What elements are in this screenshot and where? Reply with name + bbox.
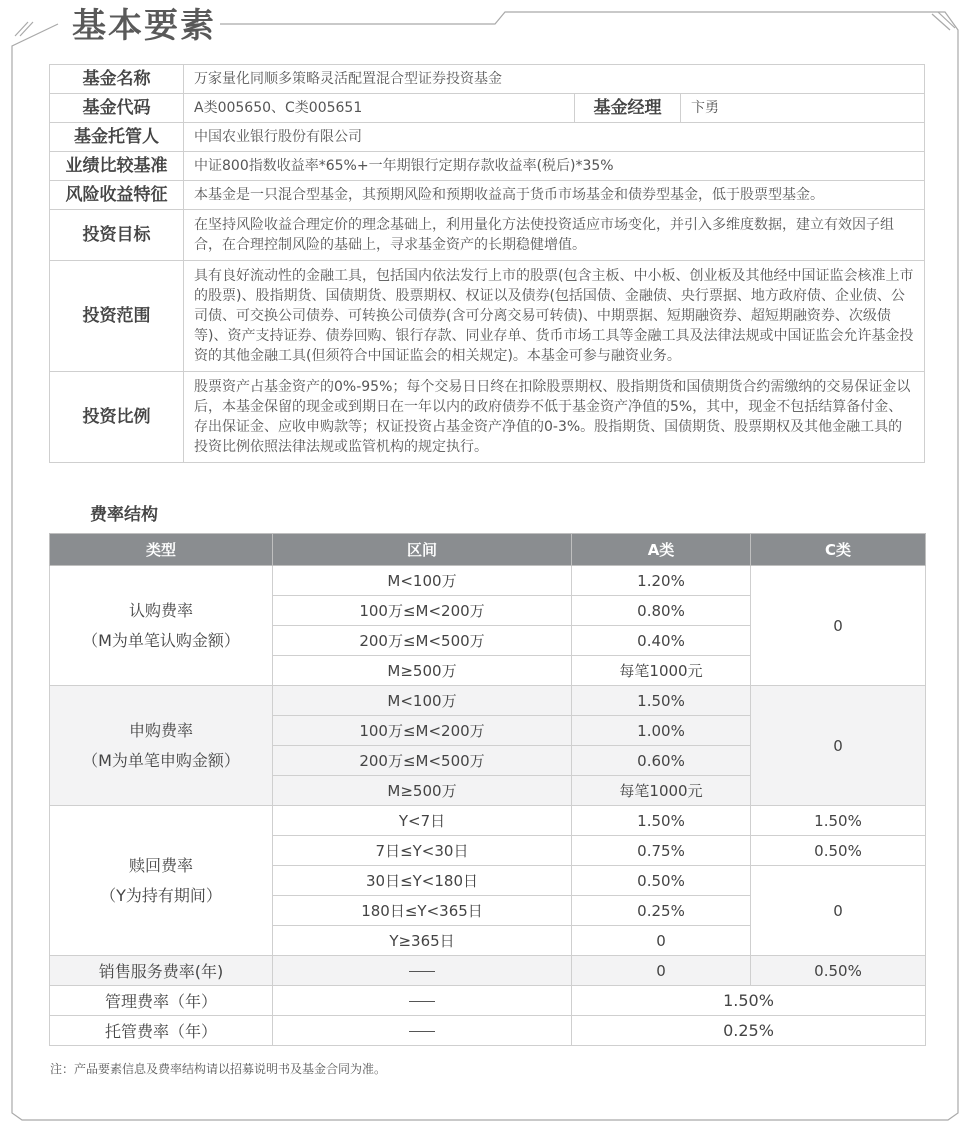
table-row bbox=[50, 566, 926, 596]
a-fee-cell: 0.60% bbox=[572, 746, 751, 776]
management-range bbox=[273, 986, 572, 1016]
custody-type: 托管费率（年） bbox=[50, 1016, 273, 1046]
sales-service-a: 0 bbox=[572, 956, 751, 986]
custody-value: 0.25% bbox=[572, 1016, 926, 1046]
value-risk: 本基金是一只混合型基金，其预期风险和预期收益高于货币市场基金和债券型基金，低于股票型基金。 bbox=[184, 181, 925, 210]
range-cell: M<100万 bbox=[273, 566, 572, 596]
table-row bbox=[50, 686, 926, 716]
range-cell: M≥500万 bbox=[273, 656, 572, 686]
a-fee-cell: 1.50% bbox=[572, 686, 751, 716]
range-cell: Y≥365日 bbox=[273, 926, 572, 956]
header-class-c: C类 bbox=[751, 534, 926, 566]
management-value: 1.50% bbox=[572, 986, 926, 1016]
custody-range bbox=[273, 1016, 572, 1046]
c-fee-cell: 0.50% bbox=[751, 836, 926, 866]
fee-table bbox=[49, 533, 926, 1046]
value-objective: 在坚持风险收益合理定价的理念基础上，利用量化方法使投资适应市场变化，并引入多维度数据，建立有效因子组合，在合理控制风险的基础上，寻求基金资产的长期稳健增值。 bbox=[184, 210, 925, 261]
row-scope bbox=[50, 261, 925, 372]
a-fee-cell: 0.40% bbox=[572, 626, 751, 656]
header-range: 区间 bbox=[273, 534, 572, 566]
label-ratio: 投资比例 bbox=[50, 372, 184, 463]
fee-header-row bbox=[50, 534, 926, 566]
row-ratio bbox=[50, 372, 925, 463]
range-cell: M≥500万 bbox=[273, 776, 572, 806]
dash-icon bbox=[409, 1001, 435, 1002]
label-objective: 投资目标 bbox=[50, 210, 184, 261]
label-manager: 基金经理 bbox=[575, 94, 681, 123]
page-title: 基本要素 bbox=[68, 2, 220, 50]
sales-service-c: 0.50% bbox=[751, 956, 926, 986]
range-cell: 100万≤M<200万 bbox=[273, 596, 572, 626]
range-cell: Y<7日 bbox=[273, 806, 572, 836]
label-benchmark: 业绩比较基准 bbox=[50, 152, 184, 181]
range-cell: 100万≤M<200万 bbox=[273, 716, 572, 746]
a-fee-cell: 1.50% bbox=[572, 806, 751, 836]
sales-service-range bbox=[273, 956, 572, 986]
a-fee-cell: 0.80% bbox=[572, 596, 751, 626]
row-benchmark bbox=[50, 152, 925, 181]
row-objective bbox=[50, 210, 925, 261]
range-cell: 30日≤Y<180日 bbox=[273, 866, 572, 896]
redemption-type-note: （Y为持有期间） bbox=[100, 885, 222, 905]
value-manager: 卞勇 bbox=[681, 94, 925, 123]
redemption-type-label: 赎回费率 bbox=[128, 855, 193, 875]
c-fee-cell: 1.50% bbox=[751, 806, 926, 836]
table-row bbox=[50, 806, 926, 836]
range-cell: 200万≤M<500万 bbox=[273, 626, 572, 656]
basic-info-table bbox=[49, 64, 925, 463]
header-type: 类型 bbox=[50, 534, 273, 566]
row-fund-code bbox=[50, 94, 925, 123]
value-fund-code: A类005650、C类005651 bbox=[184, 94, 575, 123]
range-cell: M<100万 bbox=[273, 686, 572, 716]
a-fee-cell: 0 bbox=[572, 926, 751, 956]
sales-service-row bbox=[50, 956, 926, 986]
range-cell: 200万≤M<500万 bbox=[273, 746, 572, 776]
subscription-type bbox=[50, 566, 273, 686]
a-fee-cell: 每笔1000元 bbox=[572, 656, 751, 686]
row-fund-name bbox=[50, 65, 925, 94]
sales-service-type: 销售服务费率(年) bbox=[50, 956, 273, 986]
row-risk bbox=[50, 181, 925, 210]
a-fee-cell: 每笔1000元 bbox=[572, 776, 751, 806]
label-risk: 风险收益特征 bbox=[50, 181, 184, 210]
purchase-type-note: （M为单笔申购金额） bbox=[82, 750, 240, 770]
c-fee-cell: 0 bbox=[751, 866, 926, 956]
a-fee-cell: 0.25% bbox=[572, 896, 751, 926]
value-benchmark: 中证800指数收益率*65%+一年期银行定期存款收益率(税后)*35% bbox=[184, 152, 925, 181]
row-custodian bbox=[50, 123, 925, 152]
subscription-type-label: 认购费率 bbox=[128, 600, 193, 620]
footnote: 注：产品要素信息及费率结构请以招募说明书及基金合同为准。 bbox=[50, 1062, 387, 1076]
a-fee-cell: 1.00% bbox=[572, 716, 751, 746]
a-fee-cell: 1.20% bbox=[572, 566, 751, 596]
range-cell: 7日≤Y<30日 bbox=[273, 836, 572, 866]
dash-icon bbox=[409, 971, 435, 972]
fee-section-title: 费率结构 bbox=[90, 505, 158, 525]
label-fund-name: 基金名称 bbox=[50, 65, 184, 94]
value-ratio: 股票资产占基金资产的0%-95%；每个交易日日终在扣除股票期权、股指期货和国债期货合约需缴纳的交易保证金以后，本基金保留的现金或到期日在一年以内的政府债券不低于基金资产净值的5%，其中，现金不包括结算备付金、存出保证金、应收申购款等；权证投资占基金资产净值的0-3%。股指期货、国债期货、股票期权及其他金融工具的投资比例依照法律法规或监管机构的规定执行。 bbox=[184, 372, 925, 463]
value-custodian: 中国农业银行股份有限公司 bbox=[184, 123, 925, 152]
purchase-type bbox=[50, 686, 273, 806]
custody-row bbox=[50, 1016, 926, 1046]
purchase-type-label: 申购费率 bbox=[128, 720, 193, 740]
management-type: 管理费率（年） bbox=[50, 986, 273, 1016]
subscription-type-note: （M为单笔认购金额） bbox=[82, 630, 240, 650]
c-fee-cell: 0 bbox=[751, 686, 926, 806]
c-fee-cell: 0 bbox=[751, 566, 926, 686]
management-row bbox=[50, 986, 926, 1016]
label-custodian: 基金托管人 bbox=[50, 123, 184, 152]
range-cell: 180日≤Y<365日 bbox=[273, 896, 572, 926]
redemption-type bbox=[50, 806, 273, 956]
a-fee-cell: 0.50% bbox=[572, 866, 751, 896]
value-fund-name: 万家量化同顺多策略灵活配置混合型证券投资基金 bbox=[184, 65, 925, 94]
label-fund-code: 基金代码 bbox=[50, 94, 184, 123]
value-scope: 具有良好流动性的金融工具，包括国内依法发行上市的股票(包含主板、中小板、创业板及其他经中国证监会核准上市的股票)、股指期货、国债期货、股票期权、权证以及债券(包括国债、金融债、央行票据、地方政府债、企业债、公司债、可交换公司债券、可转换公司债券(含可分离交易可转债)、中期票据、短期融资券、超短期融资券、次级债等)、资产支持证券、债券回购、银行存款、同业存单、货币市场工具等金融工具及法律法规或中国证监会允许基金投资的其他金融工具(但须符合中国证监会的相关规定)。本基金可参与融资业务。 bbox=[184, 261, 925, 372]
header-class-a: A类 bbox=[572, 534, 751, 566]
label-scope: 投资范围 bbox=[50, 261, 184, 372]
a-fee-cell: 0.75% bbox=[572, 836, 751, 866]
dash-icon bbox=[409, 1031, 435, 1032]
